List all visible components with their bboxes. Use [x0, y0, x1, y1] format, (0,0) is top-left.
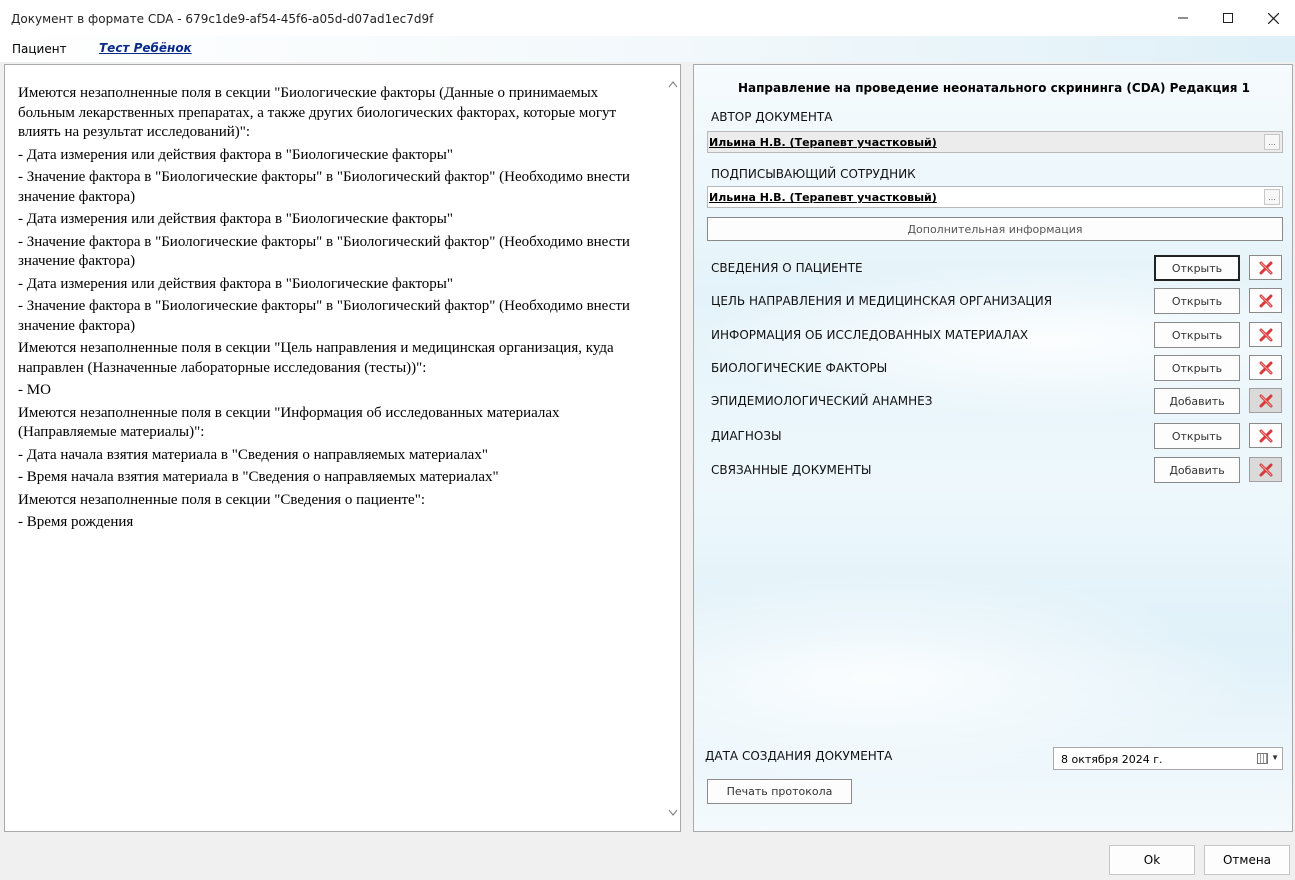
signer-label: ПОДПИСЫВАЮЩИЙ СОТРУДНИК [711, 167, 916, 181]
minimize-icon[interactable] [1160, 0, 1206, 36]
date-label: ДАТА СОЗДАНИЯ ДОКУМЕНТА [705, 749, 893, 763]
log-line: Имеются незаполненные поля в секции "Биологические факторы (Данные о принимаемых больным лекарственных препаратах, а также других биологических факторах, которые могут влиять на результат исследований)": [18, 85, 617, 140]
signer-field[interactable] [707, 186, 1283, 208]
section-delete-button[interactable] [1249, 322, 1282, 347]
section-label: БИОЛОГИЧЕСКИЕ ФАКТОРЫ [711, 361, 888, 375]
window-title: Документ в формате CDA - 679c1de9-af54-45f6-a05d-d07ad1ec7d9f [11, 12, 434, 26]
section-delete-button[interactable] [1249, 288, 1282, 313]
section-label: ЦЕЛЬ НАПРАВЛЕНИЯ И МЕДИЦИНСКАЯ ОРГАНИЗАЦИЯ [711, 294, 1053, 308]
section-delete-button[interactable] [1249, 255, 1282, 280]
delete-x-icon [1258, 327, 1274, 343]
section-label: СВЯЗАННЫЕ ДОКУМЕНТЫ [711, 463, 872, 477]
log-line: Имеются незаполненные поля в секции "Информация об исследованных материалах (Направляемые материалы)": [18, 404, 560, 440]
section-delete-button[interactable] [1249, 355, 1282, 380]
signer-browse-button[interactable]: ... [1264, 189, 1280, 205]
delete-x-icon [1258, 462, 1274, 478]
delete-x-icon [1258, 260, 1274, 276]
date-picker[interactable] [1053, 747, 1283, 770]
log-line: - Значение фактора в "Биологические факторы" в "Биологический фактор" (Необходимо внести значение фактора) [18, 298, 630, 334]
section-delete-button[interactable] [1249, 423, 1282, 448]
section-action-button[interactable]: Добавить [1154, 457, 1240, 483]
maximize-icon[interactable] [1205, 0, 1251, 36]
section-label: ЭПИДЕМИОЛОГИЧЕСКИЙ АНАМНЕЗ [711, 394, 933, 408]
section-action-button[interactable]: Добавить [1154, 388, 1240, 414]
date-value: 8 октября 2024 г. [1061, 753, 1163, 766]
log-line: - Значение фактора в "Биологические факторы" в "Биологический фактор" (Необходимо внести значение фактора) [18, 169, 630, 205]
log-line: - Дата измерения или действия фактора в "Биологические факторы" [18, 275, 453, 292]
validation-log [18, 84, 658, 536]
section-delete-button[interactable] [1249, 457, 1282, 482]
calendar-icon[interactable] [1257, 753, 1268, 764]
scroll-up-icon[interactable] [668, 79, 678, 91]
section-action-button[interactable]: Открыть [1154, 355, 1240, 381]
close-icon[interactable] [1250, 0, 1295, 36]
log-line: - Значение фактора в "Биологические факторы" в "Биологический фактор" (Необходимо внести значение фактора) [18, 233, 630, 269]
log-line: Имеются незаполненные поля в секции "Сведения о пациенте": [18, 491, 425, 508]
section-label: ИНФОРМАЦИЯ ОБ ИССЛЕДОВАННЫХ МАТЕРИАЛАХ [711, 328, 1029, 342]
author-value: Ильина Н.В. (Терапевт участковый) [709, 136, 937, 149]
chevron-down-icon[interactable]: ▼ [1271, 753, 1279, 762]
section-action-button[interactable]: Открыть [1154, 322, 1240, 348]
log-line: - Дата измерения или действия фактора в "Биологические факторы" [18, 211, 453, 227]
log-line: - МО [18, 382, 51, 398]
section-label: СВЕДЕНИЯ О ПАЦИЕНТЕ [711, 261, 863, 275]
log-line: Имеются незаполненные поля в секции "Цель направления и медицинская организация, куда направлен (Назначенные лабораторные исследования (тесты))": [18, 340, 614, 376]
document-panel [693, 64, 1293, 832]
delete-x-icon [1258, 393, 1274, 409]
section-delete-button[interactable] [1249, 388, 1282, 413]
patient-label: Пациент [12, 42, 67, 56]
section-action-button[interactable]: Открыть [1154, 288, 1240, 314]
window-titlebar [0, 0, 1295, 36]
delete-x-icon [1258, 293, 1274, 309]
log-line: - Время начала взятия материала в "Сведения о направляемых материалах" [18, 469, 499, 485]
section-label: ДИАГНОЗЫ [711, 429, 782, 443]
author-label: АВТОР ДОКУМЕНТА [711, 110, 833, 124]
scroll-down-icon[interactable] [668, 807, 678, 819]
additional-info-button[interactable]: Дополнительная информация [707, 217, 1283, 241]
log-line: - Дата измерения или действия фактора в "Биологические факторы" [18, 146, 453, 163]
author-field [707, 131, 1283, 153]
author-browse-button: ... [1264, 134, 1280, 150]
section-action-button[interactable]: Открыть [1154, 423, 1240, 449]
patient-name-link[interactable]: Тест Ребёнок [99, 41, 192, 55]
patient-bar [0, 36, 1295, 62]
ok-button[interactable]: Ok [1109, 845, 1195, 875]
validation-log-panel[interactable] [4, 64, 681, 832]
signer-value: Ильина Н.В. (Терапевт участковый) [709, 191, 937, 204]
cancel-button[interactable]: Отмена [1204, 845, 1290, 875]
delete-x-icon [1258, 428, 1274, 444]
document-title: Направление на проведение неонатального скрининга (CDA) Редакция 1 [737, 81, 1251, 95]
log-line: - Время рождения [18, 514, 134, 530]
delete-x-icon [1258, 360, 1274, 376]
log-line: - Дата начала взятия материала в "Сведения о направляемых материалах" [18, 446, 488, 463]
section-action-button[interactable]: Открыть [1154, 255, 1240, 281]
print-protocol-button[interactable]: Печать протокола [707, 779, 852, 804]
